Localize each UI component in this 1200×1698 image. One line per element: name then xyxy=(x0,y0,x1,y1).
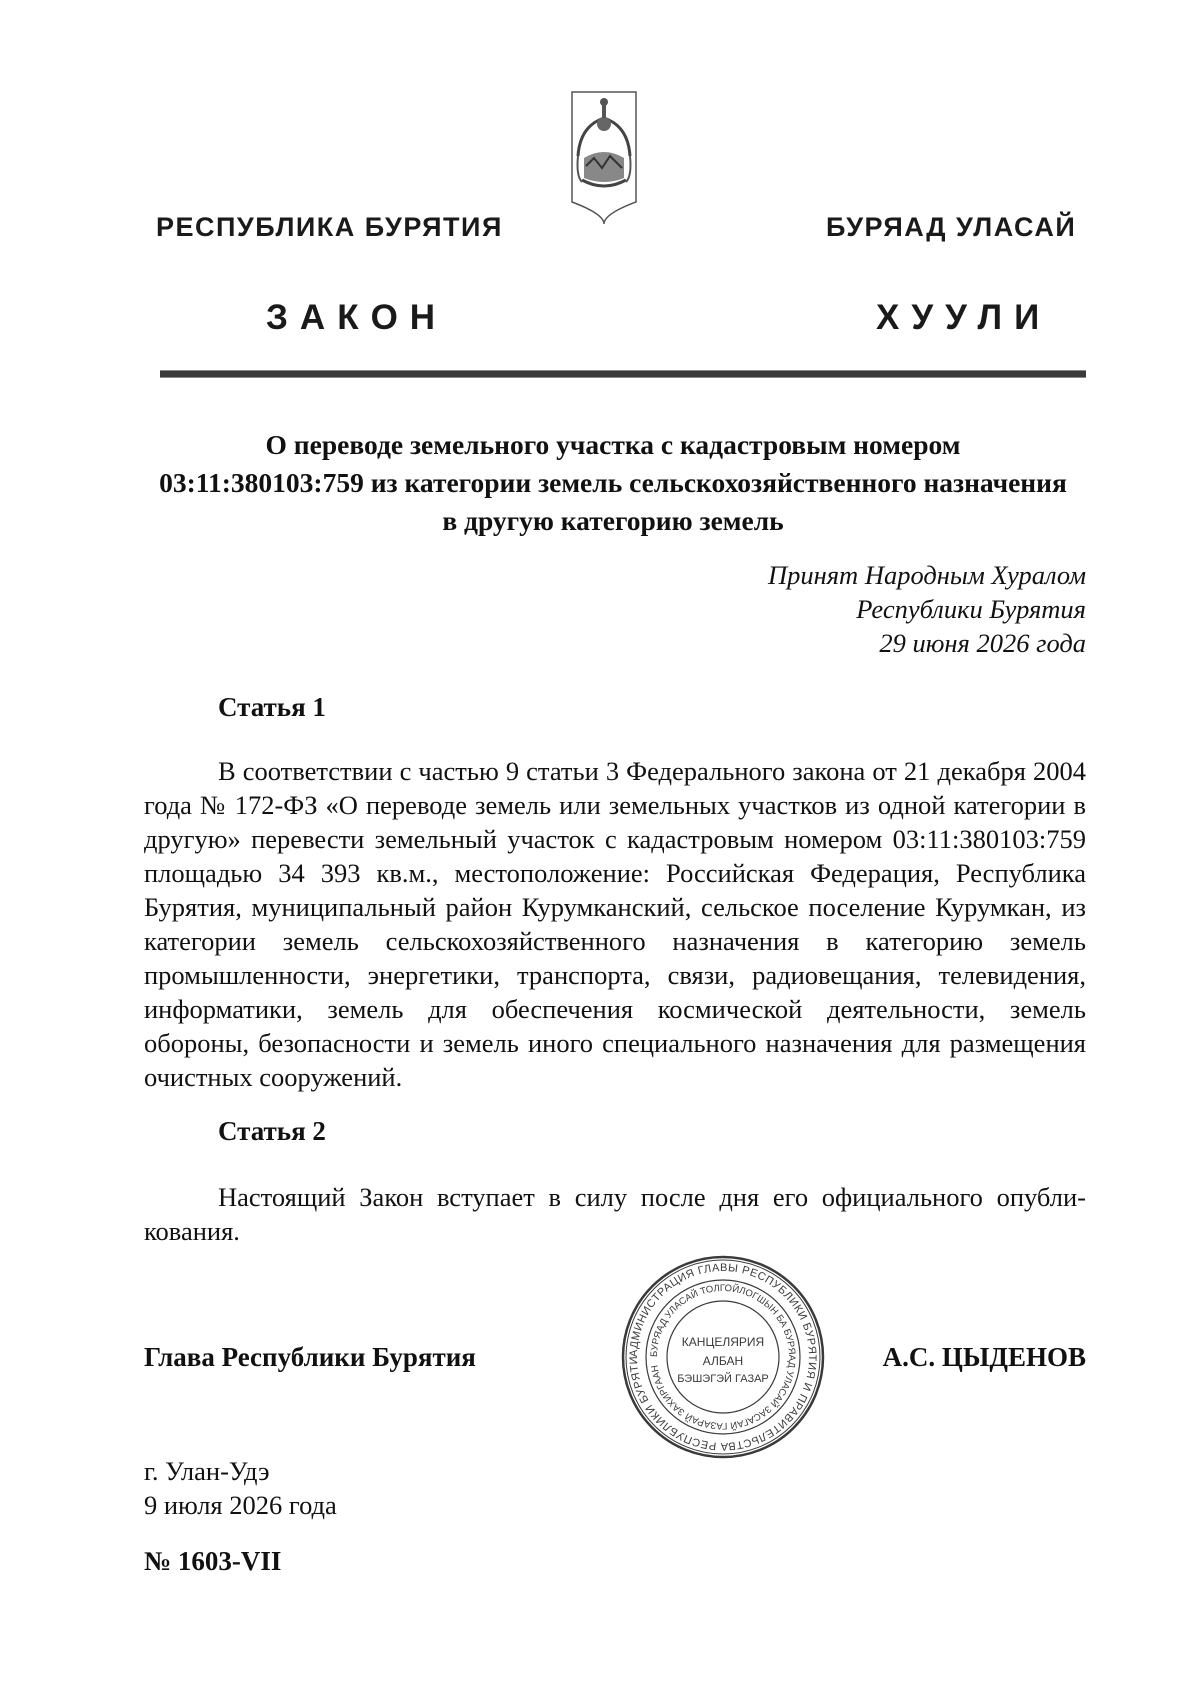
signatory-name: А.С. ЦЫДЕНОВ xyxy=(882,1342,1086,1372)
adoption-note-line: Республики Бурятия xyxy=(856,594,1086,624)
seal-center-line: БЭШЭГЭЙ ГАЗАР xyxy=(677,1373,769,1385)
coat-of-arms-icon xyxy=(568,86,640,228)
place-and-date xyxy=(144,1454,337,1522)
article-2-text: Настоящий Закон вступает в силу после дня его официального опубликования. xyxy=(144,1182,1086,1246)
republic-name-russian: РЕСПУБЛИКА БУРЯТИЯ xyxy=(156,212,503,242)
seal-inner-text: БУРЯАД УЛАСАЙ ТОЛГОЙЛОГШЫН БА БУРЯАД УЛАСАЙ ЗАСАГАЙ ГАЗАРАЙ ЗАХИРГААН xyxy=(648,1282,798,1432)
adoption-note xyxy=(768,558,1086,660)
adoption-note-line: 29 июня 2026 года xyxy=(879,628,1086,658)
law-label-buryat: ХУУЛИ xyxy=(876,298,1052,337)
article-1-text: В соответствии с частью 9 статьи 3 Федерального закона от 21 декабря 2004 года № 172-ФЗ «О переводе земель или земельных участков из одной категории в другую» перевести земельный участок с кадастровым номером 03:11:380103:759 площадью 34 393 кв.м., местоположение: Российская Федерация, Республика Бурятия, муниципальный район Курумканский, сельское поселение Курумкан, из категории земель сельскохозяйственного назначения в категорию земель промышленности, энергетики, транспорта, связи, радиовещания, телевидения, информатики, земель для обеспечения космической деятельности, земель обороны, безопасности и земель иного специального назначения для размещения очистных сооружений. xyxy=(144,756,1086,1092)
law-number: № 1603-VII xyxy=(144,1546,282,1576)
signatory-title: Глава Республики Бурятия xyxy=(144,1342,476,1372)
adoption-note-line: Принят Народным Хуралом xyxy=(767,560,1086,590)
city: г. Улан-Удэ xyxy=(144,1456,270,1486)
article-2-heading: Статья 2 xyxy=(218,1116,326,1146)
law-title-line: 03:11:380103:759 из категории земель сельскохозяйственного назначения xyxy=(159,467,1067,498)
law-label-russian: ЗАКОН xyxy=(266,298,448,337)
law-title xyxy=(140,426,1086,540)
seal-outer-text: АДМИНИСТРАЦИЯ ГЛАВЫ РЕСПУБЛИКИ БУРЯТИЯ И ПРАВИТЕЛЬСТВА РЕСПУБЛИКИ БУРЯТИ xyxy=(627,1261,819,1453)
law-title-line: О переводе земельного участка с кадастровым номером xyxy=(265,429,961,460)
header-divider xyxy=(160,370,1086,378)
seal-center-line: АЛБАН xyxy=(702,1354,744,1368)
law-title-line: в другую категорию земель xyxy=(442,505,784,536)
republic-name-buryat: БУРЯАД УЛАСАЙ xyxy=(826,212,1077,242)
seal-center-line: КАНЦЕЛЯРИЯ xyxy=(681,1335,765,1349)
article-1-heading: Статья 1 xyxy=(218,692,326,722)
signing-date: 9 июля 2026 года xyxy=(144,1490,337,1520)
official-seal-icon xyxy=(618,1252,828,1462)
